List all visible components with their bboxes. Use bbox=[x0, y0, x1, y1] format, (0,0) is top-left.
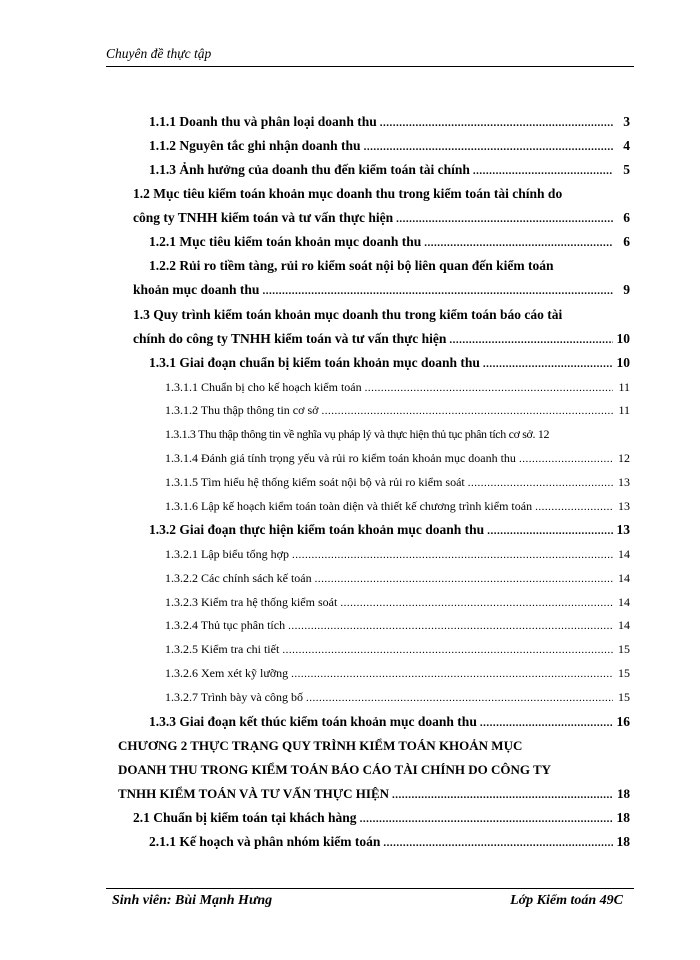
toc-entry-1-3-1-2[interactable] bbox=[165, 403, 630, 418]
toc-chapter-2[interactable] bbox=[118, 786, 630, 802]
toc-page-number: 13 bbox=[618, 499, 630, 513]
toc-entry-1-3-2-4[interactable] bbox=[165, 618, 630, 633]
toc-entry-1-1-2[interactable] bbox=[149, 138, 630, 154]
toc-leader-dots bbox=[519, 453, 613, 465]
toc-entry-1-1-3[interactable] bbox=[149, 162, 630, 178]
toc-entry-1-3-line1[interactable]: 1.3 Quy trình kiểm toán khoản mục doanh thu trong kiểm toán báo cáo tài bbox=[133, 307, 563, 322]
toc-leader-dots bbox=[288, 620, 613, 632]
toc-leader-dots bbox=[483, 358, 613, 370]
toc-page-number: 18 bbox=[617, 786, 630, 801]
toc-entry-text: TNHH KIỂM TOÁN VÀ TƯ VẤN THỰC HIỆN bbox=[118, 786, 390, 801]
toc-leader-dots bbox=[424, 237, 613, 249]
toc-page-number: 14 bbox=[618, 571, 630, 585]
toc-page-number: 11 bbox=[618, 403, 630, 417]
toc-page-number: 15 bbox=[618, 690, 630, 704]
toc-entry-text: 1.3.1.6 Lập kế hoạch kiểm toán toàn diện và thiết kế chương trình kiểm toán bbox=[165, 499, 533, 513]
toc-leader-dots bbox=[487, 525, 613, 537]
toc-page-number: 13 bbox=[616, 522, 630, 537]
toc-entry-text: 1.3.2.5 Kiểm tra chi tiết bbox=[165, 642, 280, 656]
toc-entry-1-3-2-2[interactable] bbox=[165, 571, 630, 586]
page-header-title: Chuyên đề thực tập bbox=[106, 46, 212, 61]
toc-leader-dots bbox=[321, 405, 613, 417]
toc-page-number: 18 bbox=[616, 834, 630, 849]
toc-entry-1-3-2-1[interactable] bbox=[165, 547, 630, 562]
toc-entry-text: khoản mục doanh thu bbox=[133, 282, 260, 297]
toc-page-number: 3 bbox=[623, 114, 630, 129]
toc-page-number: 14 bbox=[618, 595, 630, 609]
toc-entry-text: 1.3.1.5 Tìm hiểu hệ thống kiểm soát nội bộ và rủi ro kiểm soát bbox=[165, 475, 465, 489]
toc-entry-text: 1.3.1.2 Thu thập thông tin cơ sở bbox=[165, 403, 319, 417]
toc-page-number: 6 bbox=[623, 210, 630, 225]
toc-entry-1-1-1[interactable] bbox=[149, 114, 630, 130]
toc-entry-2-1[interactable] bbox=[133, 810, 630, 826]
toc-entry-text: 1.3.2.6 Xem xét kỹ lưỡng bbox=[165, 666, 289, 680]
toc-leader-dots bbox=[262, 285, 613, 297]
toc-entry-text: chính do công ty TNHH kiểm toán và tư vấn thực hiện bbox=[133, 331, 447, 346]
toc-entry-1-3-2-3[interactable] bbox=[165, 595, 630, 610]
footer-rule bbox=[106, 888, 634, 889]
toc-leader-dots bbox=[392, 789, 613, 801]
toc-page-number: 16 bbox=[616, 714, 630, 729]
toc-leader-dots bbox=[396, 213, 613, 225]
toc-page-number: 6 bbox=[623, 234, 630, 249]
toc-entry-text: 2.1.1 Kế hoạch và phân nhóm kiểm toán bbox=[149, 834, 381, 849]
toc-page-number: 14 bbox=[618, 547, 630, 561]
toc-page-number: 18 bbox=[616, 810, 630, 825]
toc-entry-1-3-1-5[interactable] bbox=[165, 475, 630, 490]
toc-entry-text: 1.3.2 Giai đoạn thực hiện kiểm toán khoản mục doanh thu bbox=[149, 522, 485, 537]
toc-entry-1-3-2-6[interactable] bbox=[165, 666, 630, 681]
toc-leader-dots bbox=[535, 501, 613, 513]
toc-page-number: 14 bbox=[618, 618, 630, 632]
toc-page-number: 10 bbox=[616, 355, 630, 370]
toc-leader-dots bbox=[360, 813, 613, 825]
toc-page-number: 11 bbox=[618, 380, 630, 394]
toc-entry-text: công ty TNHH kiểm toán và tư vấn thực hiện bbox=[133, 210, 394, 225]
toc-leader-dots bbox=[468, 477, 613, 489]
toc-entry-1-3-1-6[interactable] bbox=[165, 499, 630, 514]
toc-leader-dots bbox=[291, 668, 613, 680]
toc-entry-text: 1.1.2 Nguyên tắc ghi nhận doanh thu bbox=[149, 138, 361, 153]
toc-page-number: 12 bbox=[537, 427, 550, 441]
toc-leader-dots bbox=[306, 692, 613, 704]
toc-leader-dots bbox=[340, 597, 613, 609]
toc-leader-dots bbox=[473, 165, 613, 177]
toc-leader-dots bbox=[383, 837, 613, 849]
toc-entry-1-3[interactable] bbox=[133, 331, 630, 347]
toc-entry-1-2-2[interactable] bbox=[133, 282, 630, 298]
toc-entry-text: 1.3.2.1 Lập biểu tổng hợp bbox=[165, 547, 289, 561]
toc-page-number: 10 bbox=[616, 331, 630, 346]
toc-entry-text: 1.3.2.2 Các chính sách kế toán bbox=[165, 571, 312, 585]
toc-page-number: 4 bbox=[623, 138, 630, 153]
footer-student-name: Sinh viên: Bùi Mạnh Hưng bbox=[112, 893, 273, 908]
toc-entry-text: 1.1.1 Doanh thu và phân loại doanh thu bbox=[149, 114, 377, 129]
toc-entry-1-3-1[interactable] bbox=[149, 355, 630, 371]
toc-entry-1-3-1-4[interactable] bbox=[165, 451, 630, 466]
toc-entry-1-2-1[interactable] bbox=[149, 234, 630, 250]
toc-leader-dots bbox=[380, 117, 613, 129]
toc-entry-text: 1.3.2.3 Kiểm tra hệ thống kiểm soát bbox=[165, 595, 338, 609]
toc-entry-text: 1.3.3 Giai đoạn kết thúc kiểm toán khoản mục doanh thu bbox=[149, 714, 477, 729]
toc-entry-text: 1.3.1.4 Đánh giá tính trọng yếu và rủi ro kiểm toán khoản mục doanh thu bbox=[165, 451, 516, 465]
toc-leader-dots bbox=[449, 334, 613, 346]
toc-entry-2-1-1[interactable] bbox=[149, 834, 630, 850]
toc-leader-dots bbox=[315, 573, 613, 585]
toc-page-number: 12 bbox=[618, 451, 630, 465]
toc-page-number: 15 bbox=[618, 642, 630, 656]
toc-leader-dots bbox=[282, 644, 613, 656]
header-rule bbox=[106, 66, 634, 67]
toc-page-number: 13 bbox=[618, 475, 630, 489]
toc-entry-text: 2.1 Chuẩn bị kiểm toán tại khách hàng bbox=[133, 810, 357, 825]
footer-class-name: Lớp Kiểm toán 49C bbox=[510, 893, 623, 908]
toc-leader-dots bbox=[292, 549, 613, 561]
toc-entry-1-3-3[interactable] bbox=[149, 714, 630, 730]
toc-leader-dots bbox=[364, 141, 613, 153]
toc-entry-text: 1.3.1.1 Chuẩn bị cho kế hoạch kiểm toán bbox=[165, 380, 362, 394]
toc-entry-1-3-2-5[interactable] bbox=[165, 642, 630, 657]
toc-entry-1-2-2-line1[interactable]: 1.2.2 Rủi ro tiềm tàng, rủi ro kiểm soát nội bộ liên quan đến kiểm toán bbox=[149, 258, 554, 273]
toc-entry-text: 1.3.2.4 Thủ tục phân tích bbox=[165, 618, 286, 632]
toc-entry-1-2[interactable] bbox=[133, 210, 630, 226]
toc-chapter-2-line1[interactable]: CHƯƠNG 2 THỰC TRẠNG QUY TRÌNH KIỂM TOÁN KHOẢN MỤC bbox=[118, 738, 523, 753]
toc-entry-1-3-1-3[interactable] bbox=[165, 427, 630, 442]
toc-entry-text: 1.3.1 Giai đoạn chuẩn bị kiểm toán khoản mục doanh thu bbox=[149, 355, 480, 370]
toc-leader-dots bbox=[365, 382, 613, 394]
toc-entry-text: 1.3.1.3 Thu thập thông tin về nghĩa vụ pháp lý và thực hiện thủ tục phân tích cơ sở. bbox=[165, 427, 536, 441]
toc-page-number: 15 bbox=[618, 666, 630, 680]
toc-page-number: 9 bbox=[623, 282, 630, 297]
toc-entry-1-3-2[interactable] bbox=[149, 522, 630, 538]
toc-page-number: 5 bbox=[623, 162, 630, 177]
toc-entry-1-3-1-1[interactable] bbox=[165, 380, 630, 395]
toc-entry-1-2-line1[interactable]: 1.2 Mục tiêu kiểm toán khoản mục doanh thu trong kiểm toán tài chính do bbox=[133, 186, 563, 201]
toc-entry-1-3-2-7[interactable] bbox=[165, 690, 630, 705]
toc-chapter-2-line2[interactable]: DOANH THU TRONG KIỂM TOÁN BÁO CÁO TÀI CHÍNH DO CÔNG TY bbox=[118, 762, 552, 777]
toc-entry-text: 1.1.3 Ảnh hưởng của doanh thu đến kiểm toán tài chính bbox=[149, 162, 470, 177]
toc-leader-dots bbox=[480, 717, 613, 729]
toc-entry-text: 1.3.2.7 Trình bày và công bố bbox=[165, 690, 303, 704]
toc-entry-text: 1.2.1 Mục tiêu kiểm toán khoản mục doanh thu bbox=[149, 234, 422, 249]
